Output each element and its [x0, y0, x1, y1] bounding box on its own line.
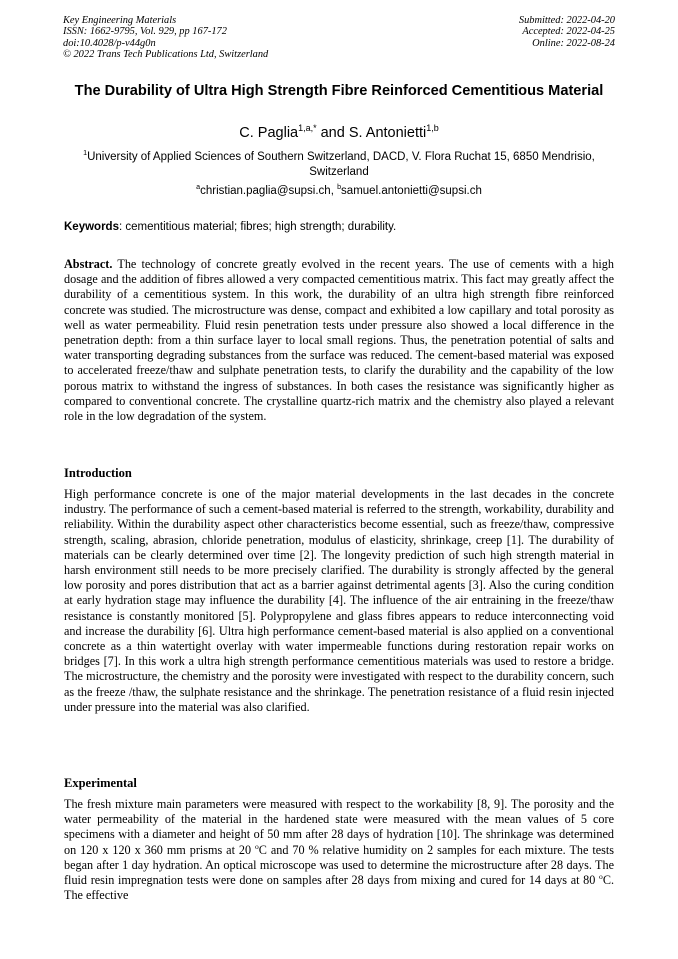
abstract: [64, 257, 614, 424]
email-b-mark: b: [337, 183, 342, 192]
email-a-mark: a: [196, 183, 201, 192]
author-1: C. Paglia: [239, 125, 299, 141]
degree-mark-1: o: [255, 841, 259, 851]
author-2-affiliation-marks: 1,b: [426, 123, 439, 134]
affiliation: [63, 150, 615, 180]
author-conjunction: and: [316, 125, 349, 141]
journal-doi: doi:10.4028/p-v44g0n: [63, 37, 156, 49]
experimental-text-1: The fresh mixture main parameters were measured with respect to the workability [8, 9]. The porosity and the water permeability of the material in the hardened state were measured with the mean values of 5 core specimens with a diameter and height of 50 mm after 28 days of hydration [10]. The shrinkage was determined on 120 x 120 x 360 mm prisms at 20: [64, 797, 614, 857]
keywords: [64, 220, 616, 235]
journal-header: [63, 15, 268, 61]
experimental-heading: Experimental: [64, 776, 137, 790]
introduction-heading: Introduction: [64, 466, 132, 480]
abstract-label: Abstract.: [64, 257, 113, 271]
journal-copyright: © 2022 Trans Tech Publications Ltd, Switzerland: [63, 49, 269, 61]
author-1-affiliation-marks: 1,a,*: [298, 123, 317, 134]
accepted-date: Accepted: 2022-04-25: [522, 26, 615, 38]
experimental-text-2: C and 70 % relative humidity on 2 samples for each mixture. The tests began after 1 day hydration. An optical microscope was used to determine the microstructure after 28 days. The fluid resin impregnation tests were done on samples after 28 days from mixing and cured for 14 days at 80: [64, 842, 614, 888]
submitted-date: Submitted: 2022-04-20: [518, 15, 615, 26]
keywords-text: : cementitious material; fibres; high strength; durability.: [118, 221, 397, 233]
experimental-text-3: C. The effective: [64, 873, 614, 903]
introduction-paragraph: High performance concrete is one of the major material developments in the last decades in the concrete industry. The performance of such a cement-based material is referred to the strength, workability, durability and reliability. Within the durability aspect other characteristics become essential, such as freeze/thaw, compressive strength, scaling, abrasion, chloride penetration, modulus of elasticity, shrinkage, creep [1]. The durability of materials can be clearly determined over time [2]. The longevity prediction of such high strength material in harsh environment still needs to be more precisely clarified. The durability is strongly affected by the general low porosity and pores distribution that act as a barrier against detrimental agents [3]. Also the curing condition at early hydration stage may influence the durability [4]. The influence of the air entraining in the freeze/thaw resistance is constantly monitored [5]. Polypropylene and glass fibres appears to reduce interconnecting void and increase the durability [6]. Ultra high performance cement-based material is also applied on a conventional concrete as a thin watertight overlay with water impermeable functions during restoration repair works on bridges [7]. In this work a ultra high strength performance cementitious materials was used to restore a bridge. The microstructure, the chemistry and the porosity were investigated with respect to the durability concern, such as the freeze /thaw, the sulphate resistance and the shrinkage. The penetration resistance of a fluid resin injected under pressure into the material was also clarified.: [64, 487, 614, 714]
journal-issn: ISSN: 1662-9795, Vol. 929, pp 167-172: [63, 26, 227, 38]
paper-title: The Durability of Ultra High Strength Fibre Reinforced Cementitious Material: [74, 83, 604, 99]
affiliation-text: University of Applied Sciences of Southern Switzerland, DACD, V. Flora Ruchat 15, 6850 Mendrisio, Switzerland: [87, 151, 595, 178]
email-b-link[interactable]: samuel.antonietti@supsi.ch: [341, 185, 482, 197]
abstract-text: The technology of concrete greatly evolved in the recent years. The use of cements with a high dosage and the addition of fibres allowed a very compacted cementitious matrix. This fact may greatly affect the durability of a cementitious system. In this work, the durability of an ultra high strength fibre reinforced concrete was studied. The microstructure was dense, compact and exhibited a low capillary and total porosity as well as water permeability. Fluid resin penetration tests under pressure also showed a local difference in the penetration depth: from a thin surface layer to local small regions. Thus, the penetration potential of salts and water transporting degrading substances from the surface was reduced. The cement-based material was exposed to accelerated freeze/thaw and sulphate penetration tests, to clarify the durability and the capability of the low porous matrix to withstand the ingress of substances. In both cases the resistance was significantly higher as compared to conventional concrete. The crystalline quartz-rich matrix and the chemistry also played a relevant role in the low degradation of the system.: [64, 257, 614, 424]
author-2: S. Antonietti: [348, 125, 427, 141]
email-line: [63, 184, 615, 199]
affiliation-mark: 1: [83, 149, 88, 158]
email-a-link[interactable]: christian.paglia@supsi.ch: [200, 185, 331, 197]
submission-dates: [519, 15, 615, 49]
email-separator: ,: [330, 185, 338, 197]
experimental-paragraph: [64, 797, 614, 903]
keywords-label: Keywords: [64, 221, 119, 233]
degree-mark-2: o: [599, 871, 603, 881]
journal-name: Key Engineering Materials: [63, 15, 177, 26]
online-date: Online: 2022-08-24: [532, 37, 615, 49]
author-line: [63, 124, 615, 142]
